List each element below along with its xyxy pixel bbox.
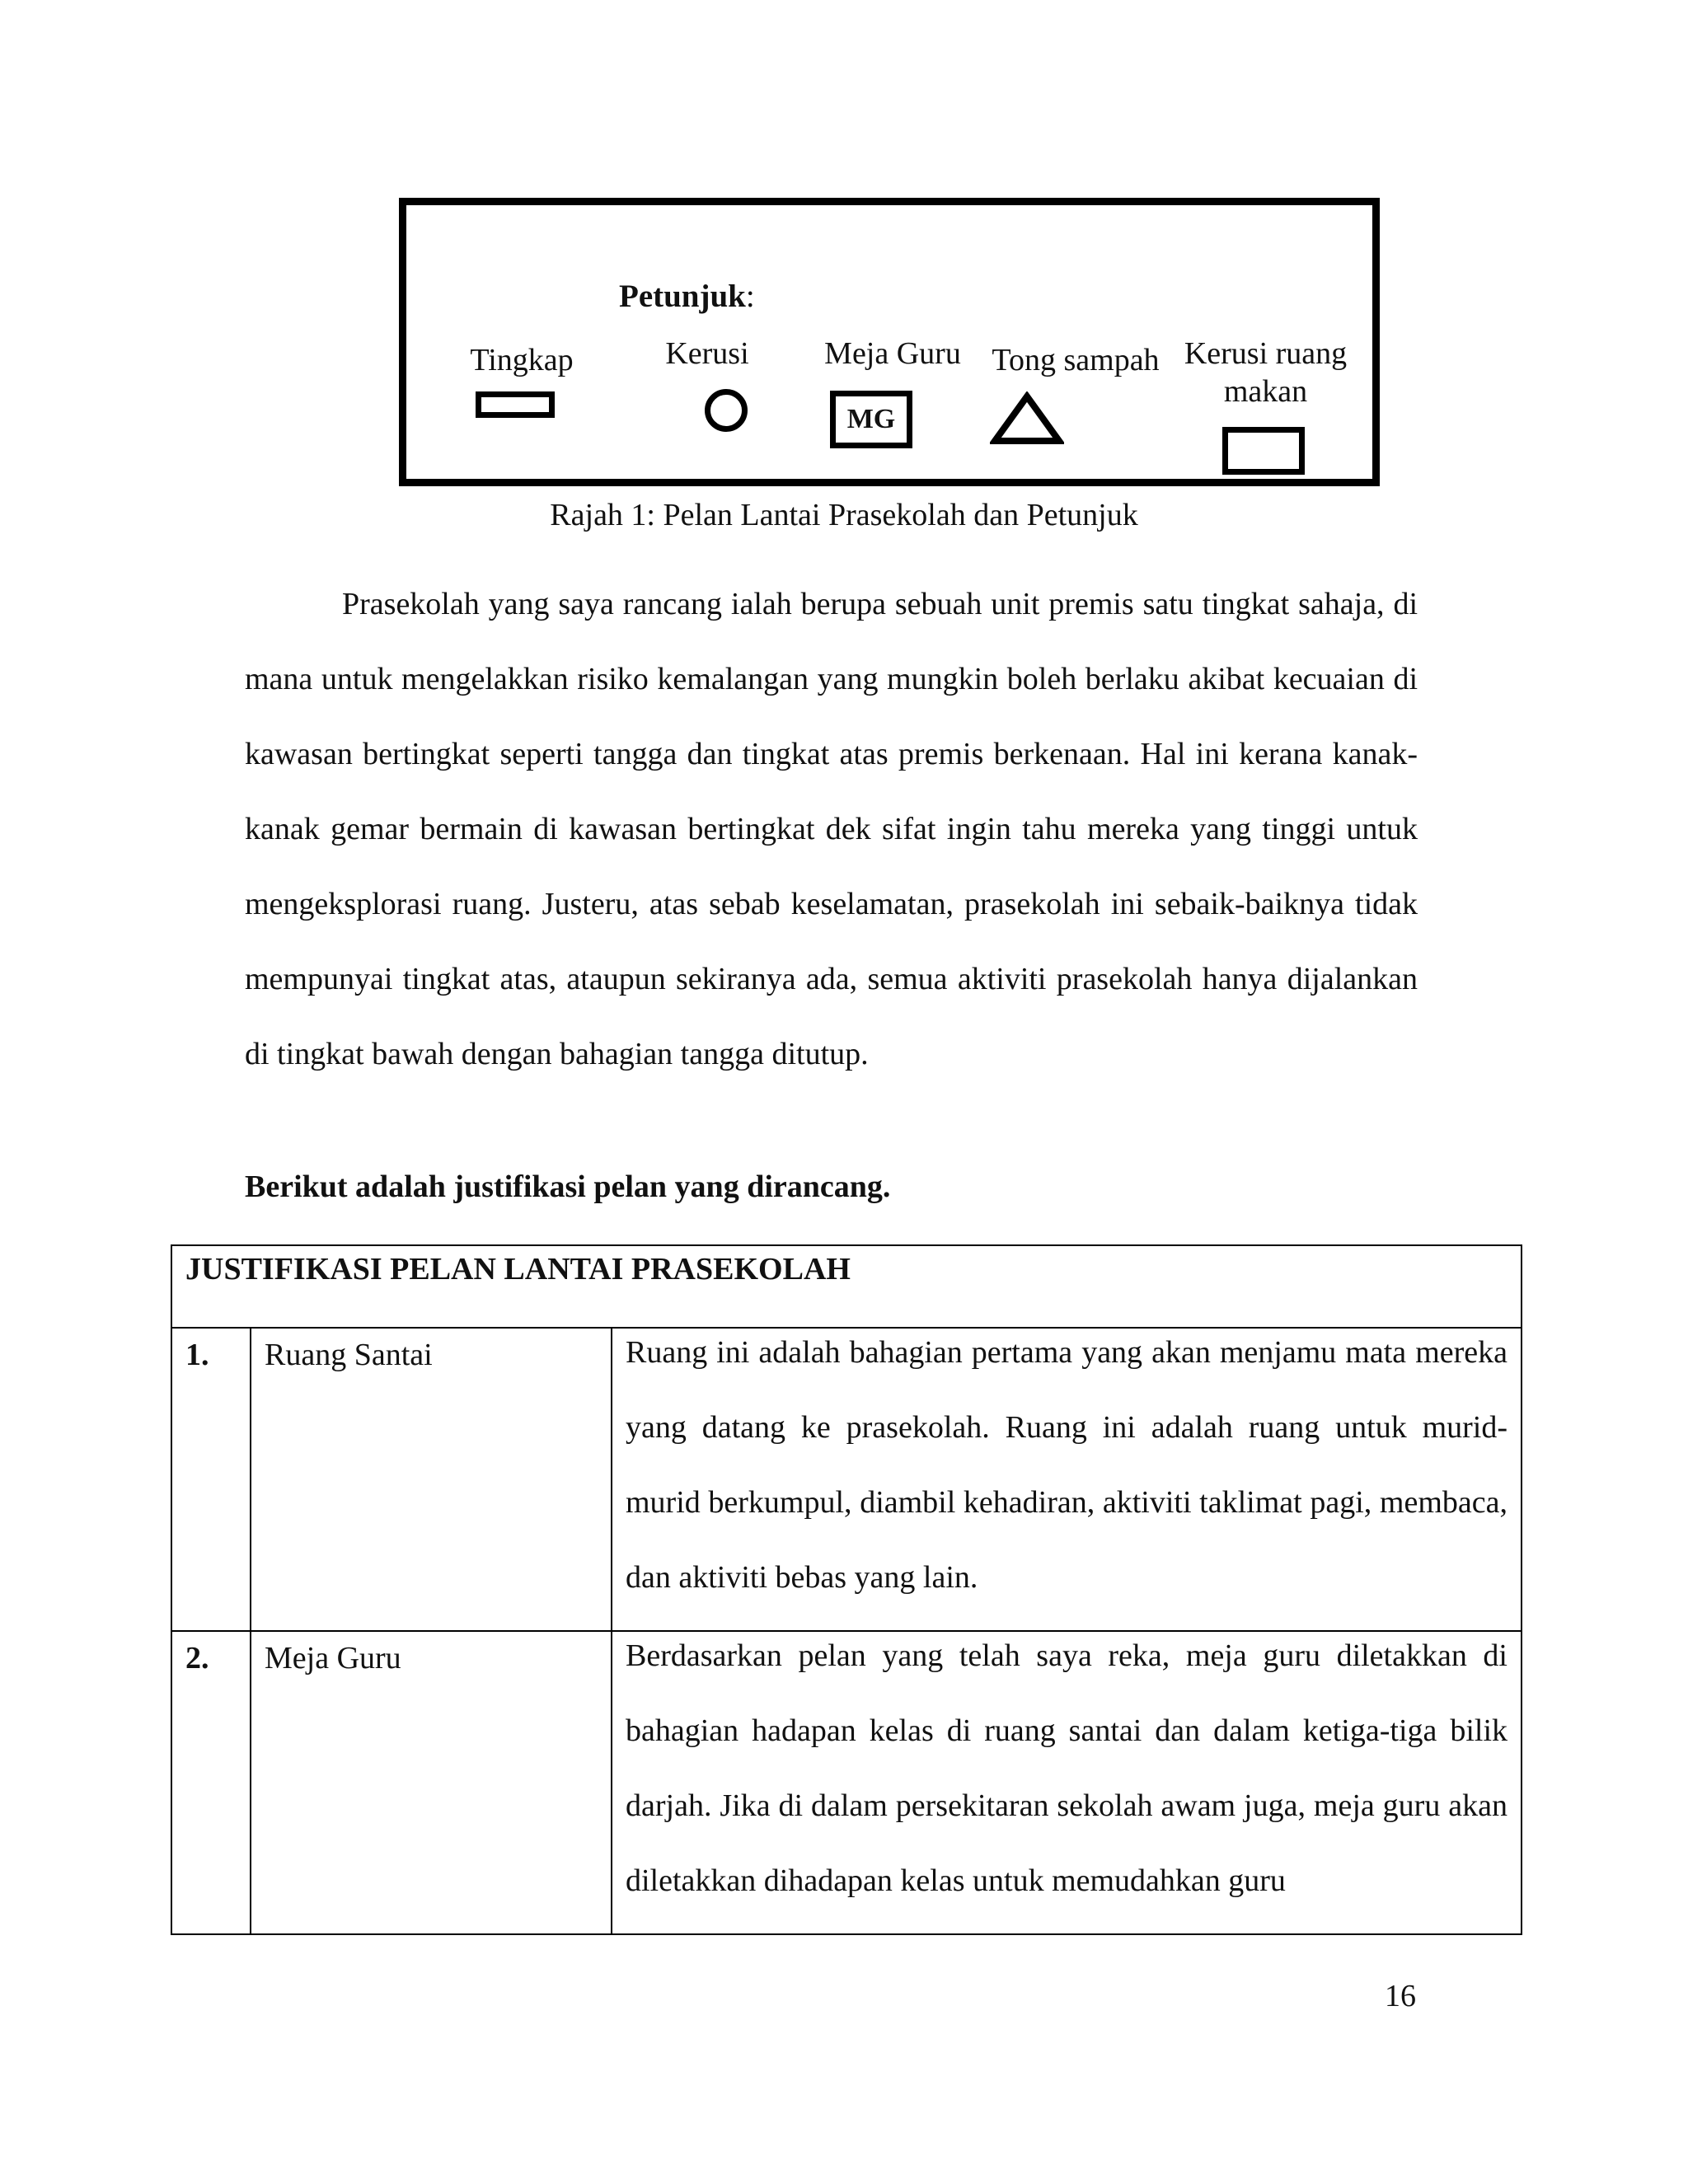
legend-label-chair: Kerusi [665,336,749,371]
legend-label-teacher-desk: Meja Guru [824,336,961,371]
figure-caption: Rajah 1: Pelan Lantai Prasekolah dan Petunjuk [550,498,1138,532]
row-name: Meja Guru [251,1631,612,1934]
legend-item-trash-bin [981,341,1170,379]
row-number: 2. [171,1631,251,1934]
table-row [171,1631,1522,1934]
window-rectangle-icon [476,391,555,418]
legend-item-dining-chair [1173,335,1358,410]
legend-title: Petunjuk: [619,279,755,314]
legend-label-trash-bin: Tong sampah [992,343,1160,377]
row-name: Ruang Santai [251,1328,612,1631]
legend-label-window: Tingkap [470,343,574,377]
section-heading: Berikut adalah justifikasi pelan yang dirancang. [245,1169,891,1204]
legend-label-dining-chair: Kerusi ruang makan [1184,336,1348,409]
teacher-desk-icon [830,391,912,448]
row-number: 1. [171,1328,251,1631]
row-description-cell [612,1631,1522,1934]
row-description: Berdasarkan pelan yang telah saya reka, meja guru diletakkan di bahagian hadapan kelas di ruang santai dan dalam ketiga-tiga bilik darjah. Jika di dalam persekitaran sekolah awam juga, meja guru akan diletakkan dihadapan kelas untuk memudahkan guru [626,1638,1507,1898]
page-number: 16 [1385,1979,1416,2013]
legend-item-teacher-desk [810,335,975,373]
teacher-desk-icon-text: MG [846,404,896,434]
table-row [171,1328,1522,1631]
table-title: JUSTIFIKASI PELAN LANTAI PRASEKOLAH [171,1245,1522,1328]
justification-table [171,1244,1522,1935]
legend-item-chair [645,335,769,373]
body-paragraph: Prasekolah yang saya rancang ialah berupa sebuah unit premis satu tingkat sahaja, di mana untuk mengelakkan risiko kemalangan yang mungkin boleh berlaku akibat kecuaian di kawasan bertingkat seperti tangga dan tingkat atas premis berkenaan. Hal ini kerana kanak-kanak gemar bermain di kawasan bertingkat dek sifat ingin tahu mereka yang tinggi untuk mengeksplorasi ruang. Justeru, atas sebab keselamatan, prasekolah ini sebaik-baiknya tidak mempunyai tingkat atas, ataupun sekiranya ada, semua aktiviti prasekolah hanya dijalankan di tingkat bawah dengan bahagian tangga ditutup. [245,587,1418,1071]
trash-bin-triangle-icon [990,391,1064,446]
row-description: Ruang ini adalah bahagian pertama yang akan menjamu mata mereka yang datang ke prasekolah. Ruang ini adalah ruang untuk murid-murid berkumpul, diambil kehadiran, aktiviti taklimat pagi, membaca, dan aktiviti bebas yang lain. [626,1335,1507,1595]
dining-chair-rectangle-icon [1222,427,1305,475]
chair-circle-icon [705,389,748,432]
legend-box [399,198,1380,486]
row-description-cell [612,1328,1522,1631]
legend-item-window [452,341,592,379]
